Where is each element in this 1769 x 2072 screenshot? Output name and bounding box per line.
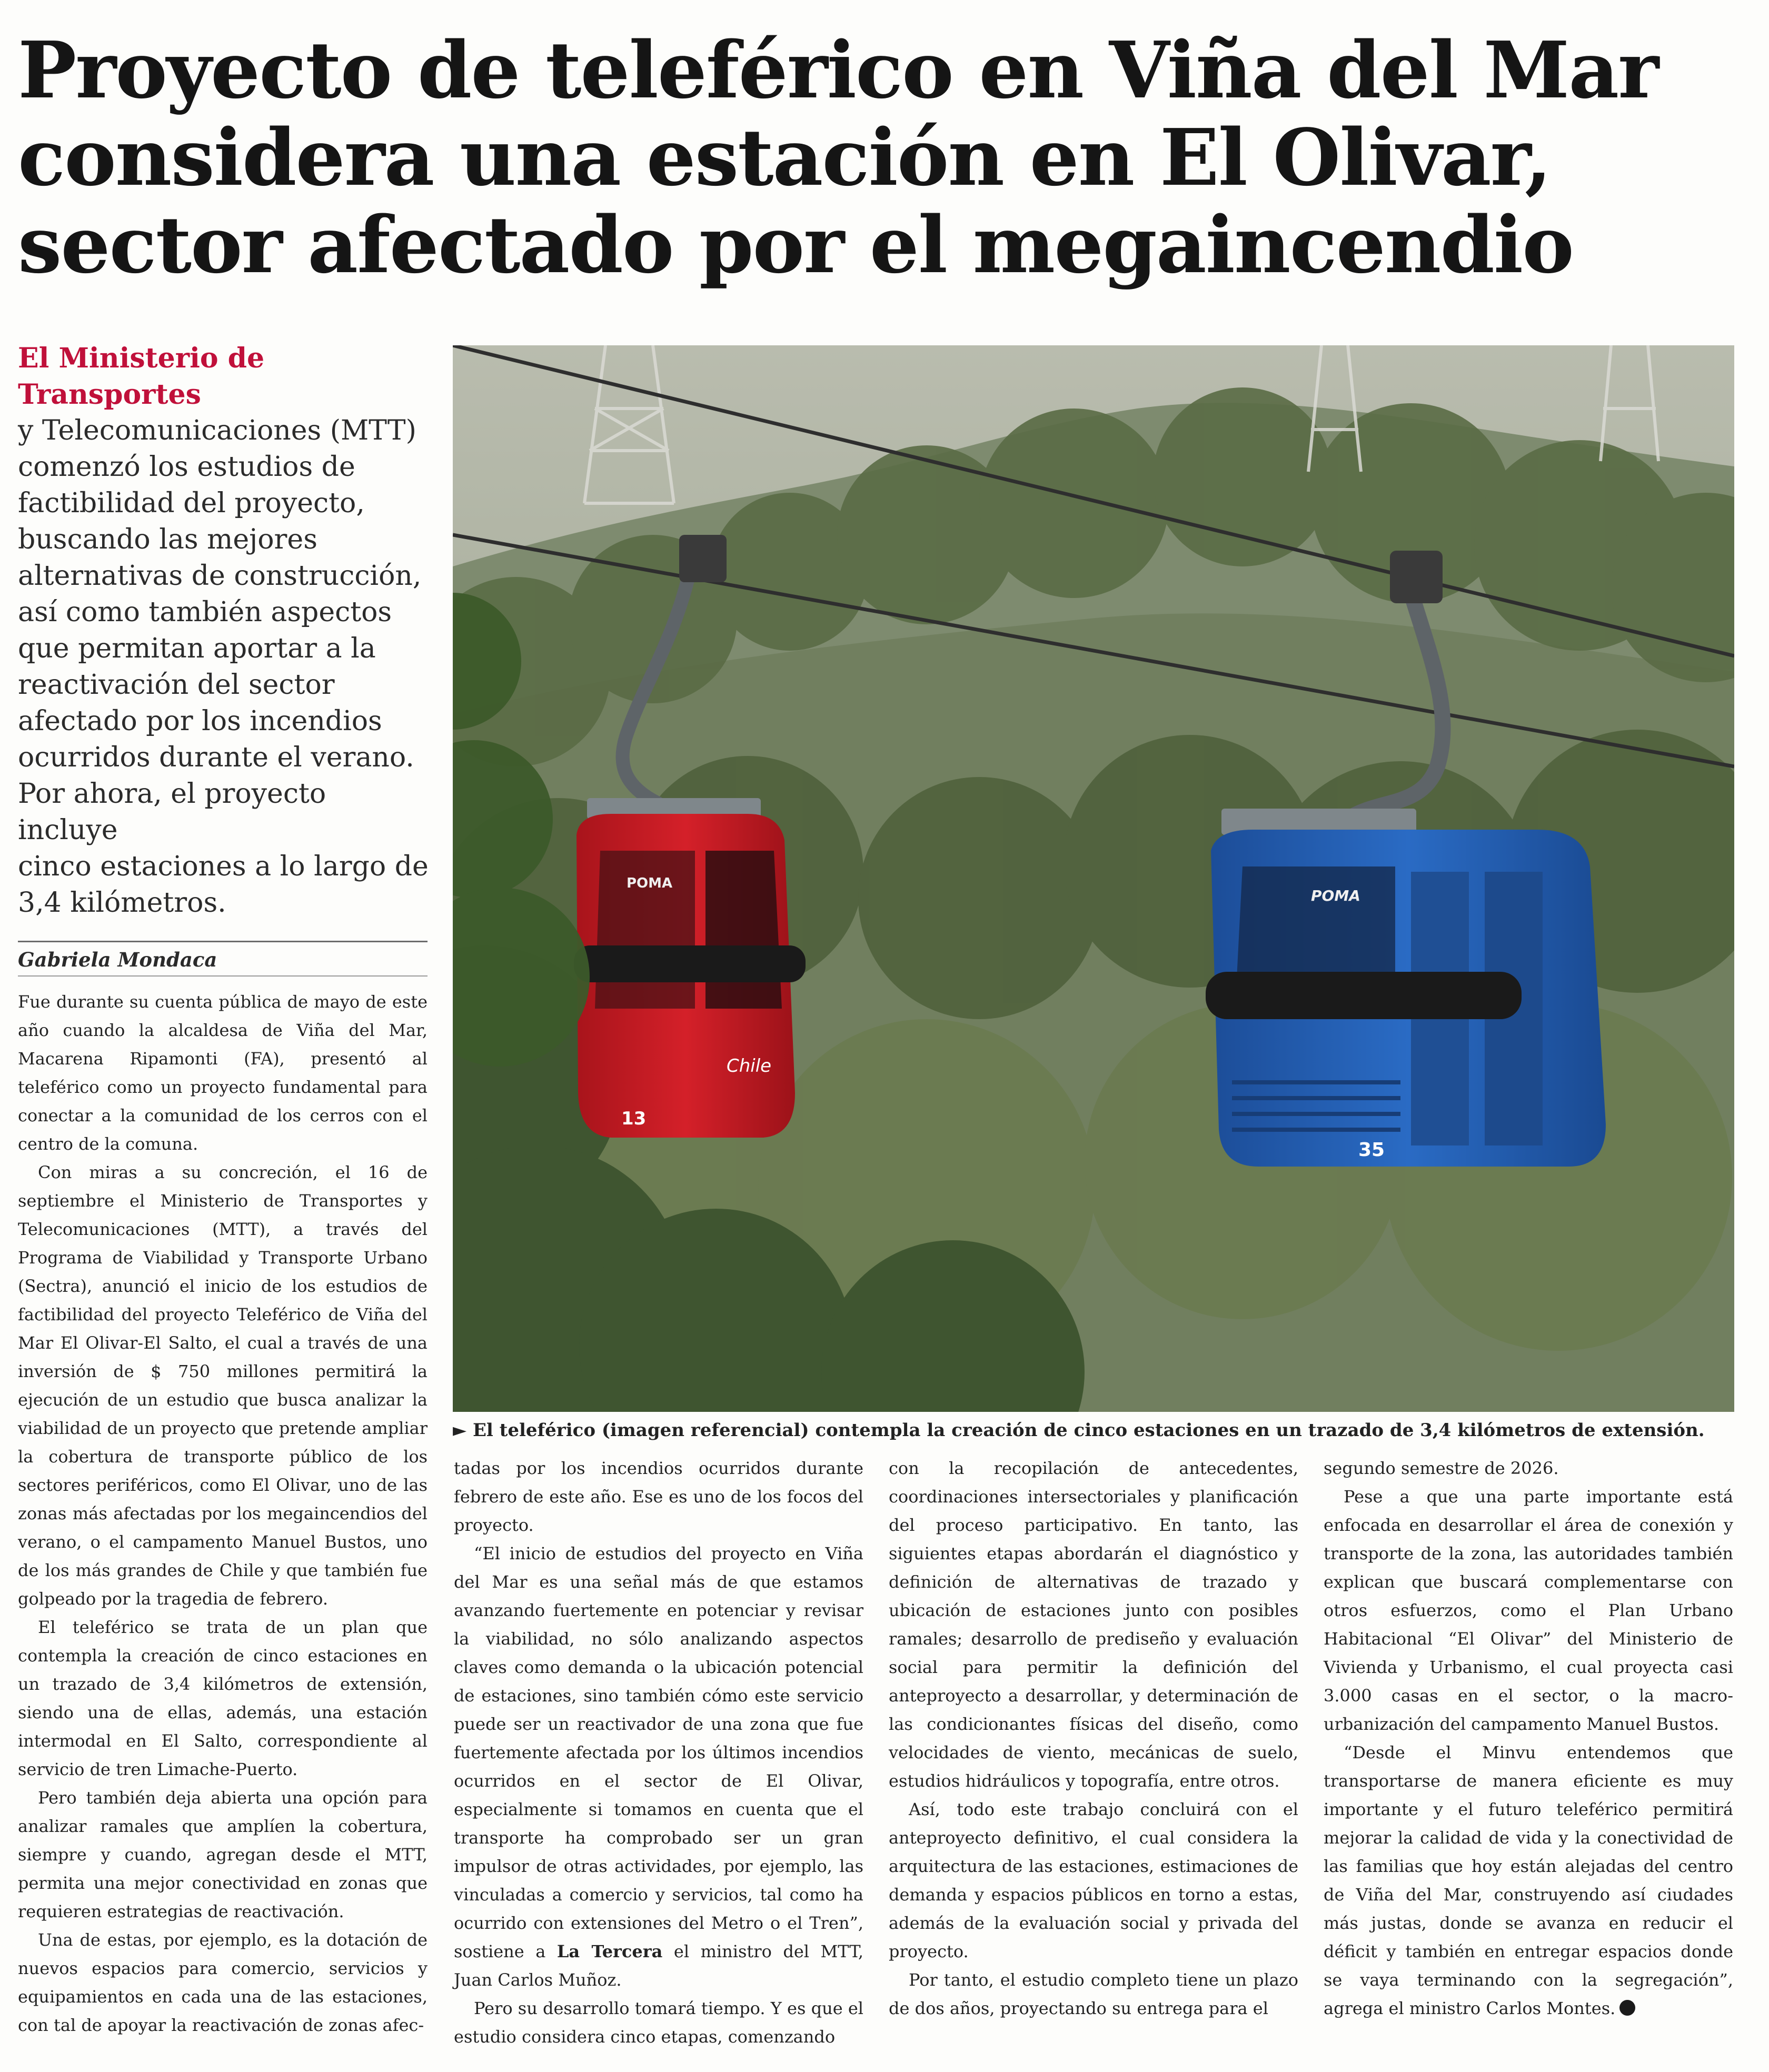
deck-line: reactivación del sector [18,669,335,701]
headline-line-2: considera una estación en El Olivar, [18,112,1551,203]
deck-summary [18,340,429,921]
deck-line: que permitan aportar a la [18,633,376,664]
deck-line: y Telecomunicaciones (MTT) [18,415,416,446]
body-paragraph: segundo semestre de 2026. [1324,1458,1559,1478]
body-paragraph: Con miras a su concreción, el 16 de septiembre el Ministerio de Transportes y Telecomunicaciones (MTT), a través del Programa de Viabilidad y Transporte Urbano (Sectra), anunció el inicio de los estudios de factibilidad del proyecto Teleférico de Viña del Mar El Olivar-El Salto, el cual a través de una inversión de $ 750 millones permitirá la ejecución de un estudio que busca analizar la viabilidad de un proyecto que pretende ampliar la cobertura de transporte público de los sectores periféricos, como El Olivar, uno de las zonas más afectadas por los megaincendios del verano, o el campamento Manuel Bustos, uno de los más grandes de Chile y que también fue golpeado por la tragedia de febrero. [18,1162,428,1609]
end-of-article-mark [1619,2000,1635,2016]
deck-line: cinco estaciones a lo largo de [18,851,429,882]
red-gondola-brand: Chile [727,1055,772,1077]
body-paragraph: Por tanto, el estudio completo tiene un plazo de dos años, proyectando su entrega para el [889,1970,1298,2018]
body-paragraph: Pese a que una parte importante está enfocada en desarrollar el área de conexión y transporte de la zona, las autoridades también explican que buscará complementarse con otros esfuerzos, como el Plan Urbano Habitacional “El Olivar” del Ministerio de Vivienda y Urbanismo, el cual proyecta casi 3.000 casas en el sector, o la macro-urbanización del campamento Manuel Bustos. [1324,1487,1733,1734]
body-paragraph: con la recopilación de antecedentes, coordinaciones intersectoriales y planificación del proceso participativo. En tanto, las siguientes etapas abordarán el diagnóstico y definición de alternativas de trazado y ubicación de estaciones junto con posibles ramales; desarrollo de prediseño y evaluación social para permitir la definición del anteproyecto a desarrollar, y determinación de las condicionantes físicas del diseño, como velocidades de viento, mecánicas de suelo, estudios hidráulicos y topografía, entre otros. [889,1458,1298,1791]
body-paragraph: Una de estas, por ejemplo, es la dotación de nuevos espacios para comercio, servicios y equipamientos en cada una de las estaciones, con tal de apoyar la reactivación de zonas afec- [18,1930,428,2035]
body-paragraph: Pero su desarrollo tomará tiempo. Y es que el estudio considera cinco etapas, comenzando [454,1998,863,2047]
photo-caption: ► El teleférico (imagen referencial) contempla la creación de cinco estaciones en un trazado de 3,4 kilómetros de extensión. [453,1420,1705,1441]
deck-line: alternativas de construcción, [18,560,422,592]
body-paragraph: Pero también deja abierta una opción para analizar ramales que amplíen la cobertura, siempre y cuando, agregan desde el MTT, permita una mejor conectividad en zonas que requieren estrategias de reactivación. [18,1788,428,1921]
headline [18,24,1734,291]
deck-line: así como también aspectos [18,596,392,628]
deck-line: Por ahora, el proyecto incluye [18,778,326,846]
headline-line-3: sector afectado por el megaincendio [18,199,1573,291]
byline-bottom-rule [18,975,428,977]
deck-line: afectado por los incendios [18,705,382,737]
red-gondola-number: 13 [621,1108,647,1129]
blue-gondola-logo: POMA [1311,887,1360,904]
deck-line: ocurridos durante el verano. [18,742,414,773]
headline-line-1: Proyecto de teleférico en Viña del Mar [18,24,1658,116]
byline-top-rule [18,941,428,942]
closing-quote: “Desde el Minvu entendemos que transportarse de manera eficiente es muy importante y el futuro teleférico permitirá mejorar la calidad de vida y la conectividad de las familias que hoy están alejadas del centro de Viña del Mar, construyendo así ciudades más justas, donde se avanza en reducir el déficit y también en entregar espacios donde se vaya terminando con la segregación”, agrega el ministro Carlos Montes. [1324,1742,1733,2018]
deck-line: factibilidad del proyecto, [18,487,365,519]
body-paragraph: Fue durante su cuenta pública de mayo de este año cuando la alcaldesa de Viña del Mar, Macarena Ripamonti (FA), presentó al teleférico como un proyecto fundamental para conectar a la comunidad de los cerros con el centro de la comuna. [18,992,428,1154]
body-paragraph [1324,1738,1733,2023]
body-column-2 [454,1454,863,2051]
deck-line: comenzó los estudios de [18,451,355,483]
newspaper-name: La Tercera [556,1941,663,1961]
body-column-1 [18,988,428,2039]
body-column-3 [889,1454,1298,2023]
byline: Gabriela Mondaca [18,948,217,971]
quote-attribution: el ministro del MTT, Juan Carlos Muñoz. [454,1941,864,1990]
deck-line: buscando las mejores [18,524,317,555]
deck-line: 3,4 kilómetros. [18,887,226,919]
body-paragraph: Así, todo este trabajo concluirá con el anteproyecto definitivo, el cual considera la arquitectura de las estaciones, estimaciones de demanda y espacios públicos en torno a estas, además de la evaluación social y privada del proyecto. [889,1799,1298,1961]
deck-lead: El Ministerio de Transportes [18,342,265,411]
body-paragraph: tadas por los incendios ocurridos durante febrero de este año. Ese es uno de los focos del proyecto. [454,1458,863,1535]
red-gondola-logo: POMA [627,875,673,891]
blue-gondola-number: 35 [1358,1139,1385,1161]
quote-text: “El inicio de estudios del proyecto en Viña del Mar es una señal más de que estamos avanzando fuertemente en potenciar y revisar la viabilidad, no sólo analizando aspectos claves como demanda o la ubicación potencial de estaciones, sino también cómo este servicio puede ser un reactivador de una zona que fue fuertemente afectada por los últimos incendios ocurridos en el sector de El Olivar, especialmente si tomamos en cuenta que el transporte ha comprobado ser un gran impulsor de otras actividades, por ejemplo, las vinculadas a comercio y servicios, tal como ha ocurrido con extensiones del Metro o el Tren”, sostiene a [454,1543,863,1961]
body-paragraph: El teleférico se trata de un plan que contempla la creación de cinco estaciones en un trazado de 3,4 kilómetros de extensión, siendo una de ellas, además, una estación intermodal en El Salto, correspondiente al servicio de tren Limache-Puerto. [18,1617,428,1779]
cable-car-photo [453,345,1734,1412]
body-paragraph [454,1539,863,1994]
body-column-4 [1324,1454,1733,2023]
